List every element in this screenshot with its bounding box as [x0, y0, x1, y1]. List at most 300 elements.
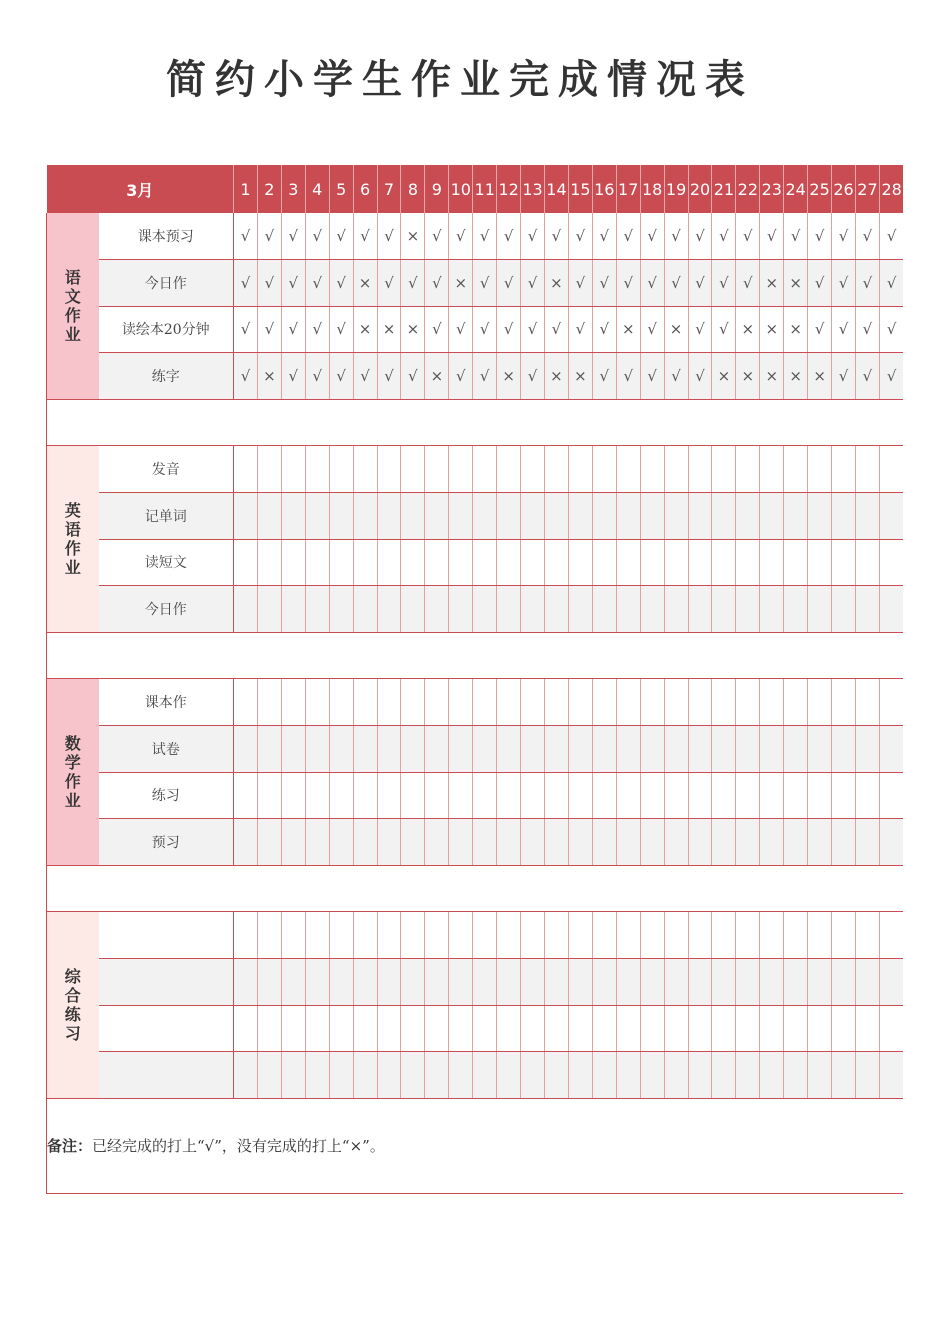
mark-cell[interactable] — [736, 446, 760, 493]
mark-cell[interactable] — [808, 1052, 832, 1099]
mark-cell[interactable] — [497, 772, 521, 819]
mark-cell[interactable]: √ — [425, 306, 449, 353]
mark-cell[interactable] — [545, 679, 569, 726]
mark-cell[interactable] — [736, 586, 760, 633]
mark-cell[interactable] — [234, 586, 258, 633]
mark-cell[interactable] — [305, 1052, 329, 1099]
mark-cell[interactable] — [784, 912, 808, 959]
mark-cell[interactable]: √ — [808, 213, 832, 260]
mark-cell[interactable] — [832, 1052, 856, 1099]
mark-cell[interactable] — [305, 726, 329, 773]
mark-cell[interactable] — [736, 772, 760, 819]
mark-cell[interactable] — [640, 819, 664, 866]
mark-cell[interactable]: √ — [688, 213, 712, 260]
mark-cell[interactable] — [449, 959, 473, 1006]
mark-cell[interactable] — [808, 446, 832, 493]
mark-cell[interactable] — [760, 679, 784, 726]
mark-cell[interactable] — [568, 726, 592, 773]
mark-cell[interactable]: √ — [616, 260, 640, 307]
mark-cell[interactable]: √ — [329, 306, 353, 353]
mark-cell[interactable] — [879, 586, 903, 633]
mark-cell[interactable] — [425, 959, 449, 1006]
mark-cell[interactable] — [879, 819, 903, 866]
mark-cell[interactable] — [855, 1052, 879, 1099]
mark-cell[interactable] — [401, 1005, 425, 1052]
mark-cell[interactable]: × — [760, 353, 784, 400]
mark-cell[interactable] — [688, 819, 712, 866]
mark-cell[interactable] — [234, 726, 258, 773]
mark-cell[interactable] — [568, 1005, 592, 1052]
mark-cell[interactable] — [712, 493, 736, 540]
mark-cell[interactable] — [425, 446, 449, 493]
mark-cell[interactable] — [425, 912, 449, 959]
mark-cell[interactable]: √ — [377, 353, 401, 400]
mark-cell[interactable] — [353, 446, 377, 493]
mark-cell[interactable] — [377, 1052, 401, 1099]
mark-cell[interactable] — [401, 912, 425, 959]
mark-cell[interactable] — [449, 1005, 473, 1052]
mark-cell[interactable] — [808, 1005, 832, 1052]
mark-cell[interactable]: √ — [521, 353, 545, 400]
mark-cell[interactable] — [879, 446, 903, 493]
mark-cell[interactable] — [855, 446, 879, 493]
mark-cell[interactable] — [353, 586, 377, 633]
mark-cell[interactable] — [879, 1052, 903, 1099]
mark-cell[interactable] — [616, 772, 640, 819]
mark-cell[interactable] — [592, 726, 616, 773]
mark-cell[interactable]: √ — [545, 306, 569, 353]
mark-cell[interactable]: √ — [497, 306, 521, 353]
mark-cell[interactable] — [257, 959, 281, 1006]
mark-cell[interactable]: × — [760, 260, 784, 307]
mark-cell[interactable] — [449, 772, 473, 819]
mark-cell[interactable] — [592, 959, 616, 1006]
mark-cell[interactable] — [832, 772, 856, 819]
mark-cell[interactable] — [808, 586, 832, 633]
mark-cell[interactable] — [616, 819, 640, 866]
mark-cell[interactable] — [281, 959, 305, 1006]
mark-cell[interactable] — [616, 1052, 640, 1099]
mark-cell[interactable] — [616, 493, 640, 540]
mark-cell[interactable] — [664, 586, 688, 633]
mark-cell[interactable] — [377, 959, 401, 1006]
mark-cell[interactable] — [329, 679, 353, 726]
mark-cell[interactable] — [257, 539, 281, 586]
mark-cell[interactable] — [473, 772, 497, 819]
mark-cell[interactable] — [234, 1005, 258, 1052]
mark-cell[interactable] — [305, 493, 329, 540]
mark-cell[interactable] — [497, 586, 521, 633]
mark-cell[interactable]: √ — [664, 260, 688, 307]
mark-cell[interactable] — [640, 726, 664, 773]
mark-cell[interactable]: √ — [473, 213, 497, 260]
mark-cell[interactable] — [281, 679, 305, 726]
mark-cell[interactable]: √ — [521, 213, 545, 260]
mark-cell[interactable]: √ — [879, 260, 903, 307]
mark-cell[interactable] — [640, 586, 664, 633]
mark-cell[interactable] — [545, 586, 569, 633]
mark-cell[interactable]: √ — [281, 260, 305, 307]
mark-cell[interactable] — [305, 539, 329, 586]
mark-cell[interactable]: √ — [353, 213, 377, 260]
mark-cell[interactable] — [664, 912, 688, 959]
mark-cell[interactable] — [281, 586, 305, 633]
mark-cell[interactable] — [712, 539, 736, 586]
mark-cell[interactable] — [879, 912, 903, 959]
mark-cell[interactable] — [234, 679, 258, 726]
mark-cell[interactable] — [281, 539, 305, 586]
mark-cell[interactable] — [353, 1052, 377, 1099]
mark-cell[interactable] — [521, 912, 545, 959]
mark-cell[interactable] — [425, 1005, 449, 1052]
mark-cell[interactable] — [257, 819, 281, 866]
mark-cell[interactable] — [664, 493, 688, 540]
mark-cell[interactable]: √ — [234, 306, 258, 353]
mark-cell[interactable] — [736, 493, 760, 540]
mark-cell[interactable] — [377, 726, 401, 773]
mark-cell[interactable] — [401, 679, 425, 726]
mark-cell[interactable] — [329, 586, 353, 633]
mark-cell[interactable] — [521, 772, 545, 819]
mark-cell[interactable]: √ — [497, 260, 521, 307]
mark-cell[interactable] — [305, 819, 329, 866]
mark-cell[interactable] — [257, 493, 281, 540]
mark-cell[interactable]: √ — [449, 353, 473, 400]
mark-cell[interactable] — [449, 539, 473, 586]
mark-cell[interactable] — [616, 446, 640, 493]
mark-cell[interactable] — [353, 539, 377, 586]
mark-cell[interactable] — [545, 446, 569, 493]
mark-cell[interactable]: √ — [568, 213, 592, 260]
mark-cell[interactable] — [449, 446, 473, 493]
mark-cell[interactable] — [688, 772, 712, 819]
mark-cell[interactable] — [329, 446, 353, 493]
mark-cell[interactable] — [545, 819, 569, 866]
mark-cell[interactable] — [592, 586, 616, 633]
mark-cell[interactable] — [832, 1005, 856, 1052]
mark-cell[interactable] — [521, 679, 545, 726]
mark-cell[interactable]: √ — [832, 260, 856, 307]
mark-cell[interactable] — [449, 493, 473, 540]
mark-cell[interactable] — [712, 912, 736, 959]
mark-cell[interactable]: √ — [568, 260, 592, 307]
mark-cell[interactable] — [592, 819, 616, 866]
mark-cell[interactable] — [664, 726, 688, 773]
mark-cell[interactable]: √ — [712, 260, 736, 307]
mark-cell[interactable]: √ — [855, 353, 879, 400]
mark-cell[interactable] — [329, 959, 353, 1006]
mark-cell[interactable] — [688, 1005, 712, 1052]
mark-cell[interactable] — [832, 539, 856, 586]
mark-cell[interactable]: × — [712, 353, 736, 400]
mark-cell[interactable] — [329, 726, 353, 773]
mark-cell[interactable] — [329, 772, 353, 819]
mark-cell[interactable] — [521, 959, 545, 1006]
mark-cell[interactable] — [473, 539, 497, 586]
mark-cell[interactable] — [616, 959, 640, 1006]
mark-cell[interactable] — [425, 679, 449, 726]
mark-cell[interactable] — [377, 446, 401, 493]
mark-cell[interactable] — [664, 772, 688, 819]
mark-cell[interactable] — [305, 912, 329, 959]
mark-cell[interactable]: × — [377, 306, 401, 353]
mark-cell[interactable]: √ — [855, 306, 879, 353]
mark-cell[interactable]: √ — [736, 213, 760, 260]
mark-cell[interactable] — [545, 1052, 569, 1099]
mark-cell[interactable]: √ — [855, 260, 879, 307]
mark-cell[interactable]: × — [401, 213, 425, 260]
mark-cell[interactable] — [568, 819, 592, 866]
mark-cell[interactable] — [712, 819, 736, 866]
mark-cell[interactable] — [832, 493, 856, 540]
mark-cell[interactable] — [736, 726, 760, 773]
mark-cell[interactable] — [497, 446, 521, 493]
mark-cell[interactable] — [760, 726, 784, 773]
mark-cell[interactable]: √ — [688, 260, 712, 307]
mark-cell[interactable] — [616, 1005, 640, 1052]
mark-cell[interactable] — [329, 539, 353, 586]
mark-cell[interactable] — [497, 912, 521, 959]
mark-cell[interactable] — [401, 586, 425, 633]
mark-cell[interactable] — [616, 539, 640, 586]
mark-cell[interactable] — [640, 1052, 664, 1099]
mark-cell[interactable] — [473, 493, 497, 540]
mark-cell[interactable] — [257, 586, 281, 633]
mark-cell[interactable] — [521, 493, 545, 540]
mark-cell[interactable] — [760, 446, 784, 493]
mark-cell[interactable]: √ — [712, 306, 736, 353]
mark-cell[interactable] — [760, 772, 784, 819]
mark-cell[interactable] — [592, 912, 616, 959]
mark-cell[interactable] — [736, 819, 760, 866]
mark-cell[interactable] — [736, 959, 760, 1006]
mark-cell[interactable] — [640, 1005, 664, 1052]
mark-cell[interactable] — [473, 959, 497, 1006]
mark-cell[interactable] — [760, 539, 784, 586]
mark-cell[interactable]: √ — [305, 306, 329, 353]
mark-cell[interactable]: √ — [329, 353, 353, 400]
mark-cell[interactable] — [353, 912, 377, 959]
mark-cell[interactable] — [855, 819, 879, 866]
mark-cell[interactable]: √ — [329, 260, 353, 307]
mark-cell[interactable] — [425, 493, 449, 540]
mark-cell[interactable] — [664, 1005, 688, 1052]
mark-cell[interactable] — [760, 912, 784, 959]
mark-cell[interactable] — [568, 1052, 592, 1099]
mark-cell[interactable] — [568, 912, 592, 959]
mark-cell[interactable] — [855, 679, 879, 726]
mark-cell[interactable]: × — [808, 353, 832, 400]
mark-cell[interactable] — [616, 726, 640, 773]
mark-cell[interactable] — [473, 679, 497, 726]
mark-cell[interactable] — [568, 539, 592, 586]
mark-cell[interactable]: √ — [473, 353, 497, 400]
mark-cell[interactable] — [712, 959, 736, 1006]
mark-cell[interactable] — [353, 493, 377, 540]
mark-cell[interactable]: √ — [545, 213, 569, 260]
mark-cell[interactable]: √ — [449, 213, 473, 260]
mark-cell[interactable] — [832, 586, 856, 633]
mark-cell[interactable] — [449, 726, 473, 773]
mark-cell[interactable] — [640, 679, 664, 726]
mark-cell[interactable] — [281, 1005, 305, 1052]
mark-cell[interactable]: √ — [521, 260, 545, 307]
mark-cell[interactable]: × — [497, 353, 521, 400]
mark-cell[interactable]: √ — [473, 306, 497, 353]
mark-cell[interactable]: √ — [449, 306, 473, 353]
mark-cell[interactable] — [473, 726, 497, 773]
mark-cell[interactable]: √ — [855, 213, 879, 260]
mark-cell[interactable] — [592, 1052, 616, 1099]
mark-cell[interactable] — [377, 586, 401, 633]
mark-cell[interactable] — [449, 679, 473, 726]
mark-cell[interactable]: √ — [305, 260, 329, 307]
mark-cell[interactable] — [784, 1005, 808, 1052]
mark-cell[interactable] — [592, 493, 616, 540]
mark-cell[interactable] — [234, 912, 258, 959]
mark-cell[interactable] — [568, 772, 592, 819]
mark-cell[interactable] — [688, 1052, 712, 1099]
mark-cell[interactable] — [449, 912, 473, 959]
mark-cell[interactable] — [640, 912, 664, 959]
mark-cell[interactable]: × — [401, 306, 425, 353]
mark-cell[interactable] — [497, 1005, 521, 1052]
mark-cell[interactable] — [281, 493, 305, 540]
mark-cell[interactable] — [879, 493, 903, 540]
mark-cell[interactable] — [568, 493, 592, 540]
mark-cell[interactable] — [640, 959, 664, 1006]
mark-cell[interactable] — [257, 772, 281, 819]
mark-cell[interactable]: √ — [281, 353, 305, 400]
mark-cell[interactable] — [640, 539, 664, 586]
mark-cell[interactable] — [879, 959, 903, 1006]
mark-cell[interactable] — [521, 539, 545, 586]
mark-cell[interactable] — [592, 772, 616, 819]
mark-cell[interactable] — [568, 446, 592, 493]
mark-cell[interactable] — [736, 1052, 760, 1099]
mark-cell[interactable] — [401, 959, 425, 1006]
mark-cell[interactable] — [521, 1005, 545, 1052]
mark-cell[interactable] — [234, 539, 258, 586]
mark-cell[interactable] — [305, 772, 329, 819]
mark-cell[interactable]: × — [616, 306, 640, 353]
mark-cell[interactable] — [688, 493, 712, 540]
mark-cell[interactable] — [784, 539, 808, 586]
mark-cell[interactable] — [664, 819, 688, 866]
mark-cell[interactable] — [329, 912, 353, 959]
mark-cell[interactable] — [592, 539, 616, 586]
mark-cell[interactable] — [353, 819, 377, 866]
mark-cell[interactable] — [855, 539, 879, 586]
mark-cell[interactable]: × — [736, 306, 760, 353]
mark-cell[interactable] — [281, 772, 305, 819]
mark-cell[interactable] — [688, 726, 712, 773]
mark-cell[interactable]: × — [353, 306, 377, 353]
mark-cell[interactable]: × — [664, 306, 688, 353]
mark-cell[interactable]: √ — [879, 306, 903, 353]
mark-cell[interactable] — [784, 446, 808, 493]
mark-cell[interactable] — [760, 1005, 784, 1052]
mark-cell[interactable]: √ — [616, 353, 640, 400]
mark-cell[interactable] — [234, 959, 258, 1006]
mark-cell[interactable] — [808, 679, 832, 726]
mark-cell[interactable]: √ — [760, 213, 784, 260]
mark-cell[interactable]: × — [425, 353, 449, 400]
mark-cell[interactable] — [425, 586, 449, 633]
mark-cell[interactable]: × — [784, 260, 808, 307]
mark-cell[interactable] — [234, 819, 258, 866]
mark-cell[interactable] — [281, 726, 305, 773]
mark-cell[interactable] — [568, 959, 592, 1006]
mark-cell[interactable]: √ — [281, 306, 305, 353]
mark-cell[interactable]: √ — [281, 213, 305, 260]
mark-cell[interactable] — [784, 959, 808, 1006]
mark-cell[interactable] — [401, 539, 425, 586]
mark-cell[interactable]: √ — [664, 353, 688, 400]
mark-cell[interactable]: √ — [688, 353, 712, 400]
mark-cell[interactable] — [808, 539, 832, 586]
mark-cell[interactable]: √ — [257, 213, 281, 260]
mark-cell[interactable] — [473, 1052, 497, 1099]
mark-cell[interactable] — [401, 446, 425, 493]
mark-cell[interactable]: √ — [784, 213, 808, 260]
mark-cell[interactable] — [497, 679, 521, 726]
mark-cell[interactable] — [664, 1052, 688, 1099]
mark-cell[interactable] — [257, 1005, 281, 1052]
mark-cell[interactable]: × — [545, 260, 569, 307]
mark-cell[interactable] — [855, 912, 879, 959]
mark-cell[interactable] — [855, 959, 879, 1006]
mark-cell[interactable] — [401, 493, 425, 540]
mark-cell[interactable] — [712, 1052, 736, 1099]
mark-cell[interactable] — [832, 726, 856, 773]
mark-cell[interactable] — [234, 1052, 258, 1099]
mark-cell[interactable] — [521, 446, 545, 493]
mark-cell[interactable] — [832, 446, 856, 493]
mark-cell[interactable] — [688, 679, 712, 726]
mark-cell[interactable] — [281, 912, 305, 959]
mark-cell[interactable]: √ — [234, 353, 258, 400]
mark-cell[interactable] — [377, 493, 401, 540]
mark-cell[interactable] — [879, 679, 903, 726]
mark-cell[interactable] — [736, 1005, 760, 1052]
mark-cell[interactable] — [257, 1052, 281, 1099]
mark-cell[interactable] — [808, 912, 832, 959]
mark-cell[interactable] — [784, 726, 808, 773]
mark-cell[interactable]: √ — [616, 213, 640, 260]
mark-cell[interactable]: √ — [640, 260, 664, 307]
mark-cell[interactable] — [281, 1052, 305, 1099]
mark-cell[interactable]: √ — [568, 306, 592, 353]
mark-cell[interactable] — [377, 772, 401, 819]
mark-cell[interactable] — [784, 819, 808, 866]
mark-cell[interactable] — [688, 539, 712, 586]
mark-cell[interactable] — [712, 586, 736, 633]
mark-cell[interactable] — [377, 679, 401, 726]
mark-cell[interactable]: √ — [425, 213, 449, 260]
mark-cell[interactable]: √ — [401, 353, 425, 400]
mark-cell[interactable] — [401, 772, 425, 819]
mark-cell[interactable]: √ — [736, 260, 760, 307]
mark-cell[interactable] — [521, 586, 545, 633]
mark-cell[interactable] — [521, 819, 545, 866]
mark-cell[interactable] — [855, 586, 879, 633]
mark-cell[interactable]: √ — [305, 353, 329, 400]
mark-cell[interactable] — [497, 1052, 521, 1099]
mark-cell[interactable]: × — [449, 260, 473, 307]
mark-cell[interactable] — [545, 772, 569, 819]
mark-cell[interactable]: × — [257, 353, 281, 400]
